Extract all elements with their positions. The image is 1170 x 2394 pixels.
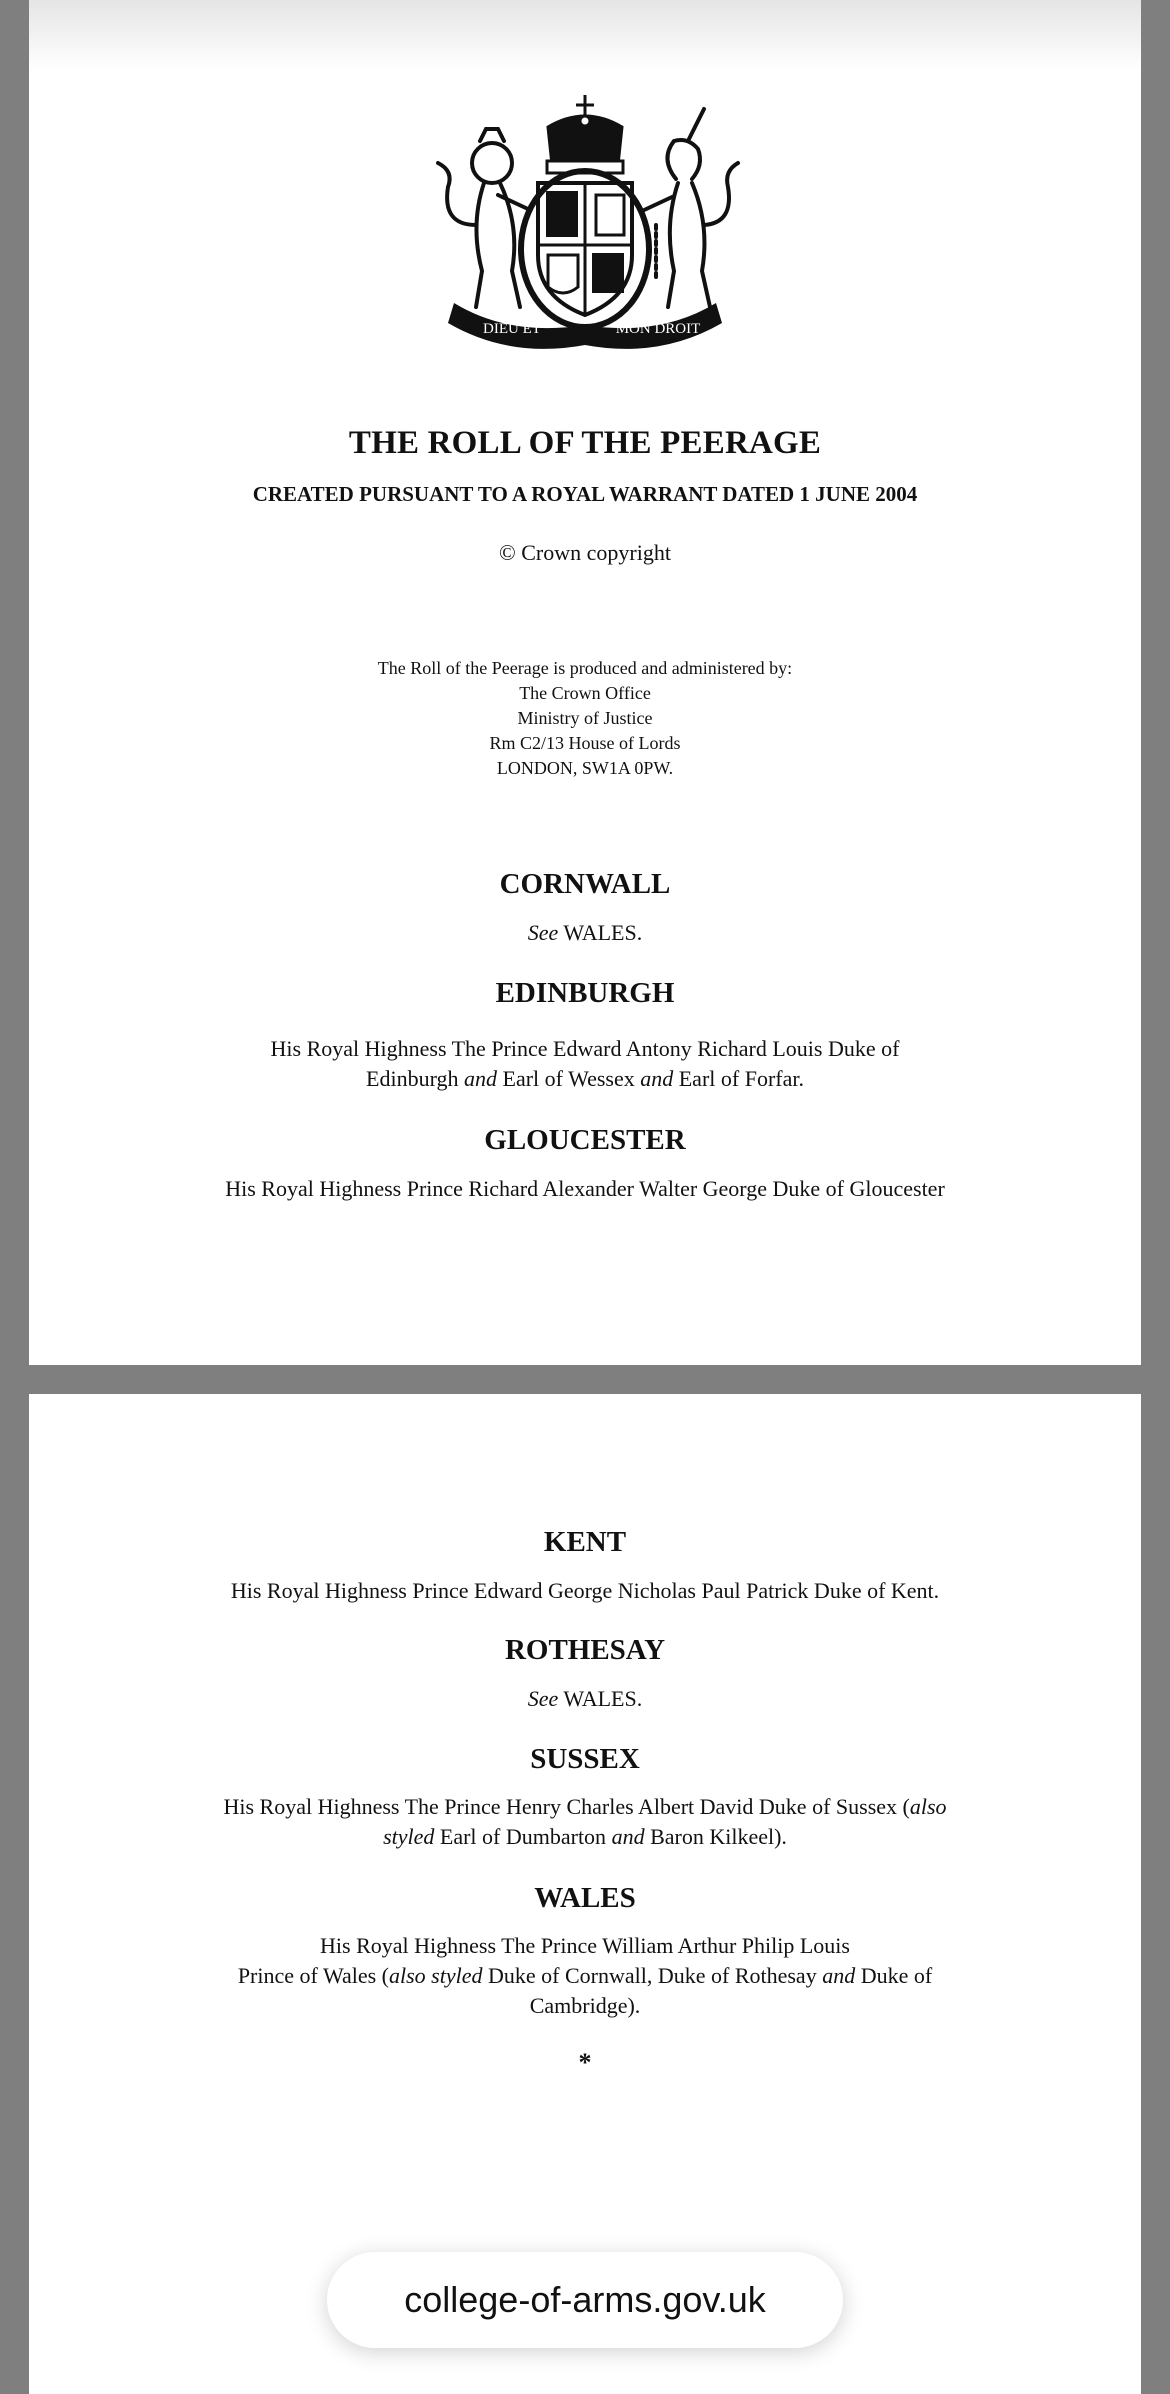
- text-edinburgh: His Royal Highness The Prince Edward Antony Richard Louis Duke of Edinburgh and Earl of Wessex and Earl of Forfar.: [270, 1036, 900, 1091]
- admin-line: The Roll of the Peerage is produced and administered by:: [377, 658, 793, 678]
- text-cornwall: See WALES.: [527, 920, 643, 945]
- heading-sussex: SUSSEX: [530, 1743, 640, 1775]
- end-mark: *: [578, 2048, 592, 2077]
- document-page-1: [29, 0, 1141, 1365]
- admin-line: Ministry of Justice: [517, 708, 653, 728]
- copyright-notice: © Crown copyright: [499, 540, 671, 565]
- text-rothesay: See WALES.: [527, 1686, 643, 1711]
- admin-line: Rm C2/13 House of Lords: [489, 733, 681, 753]
- text-sussex: His Royal Highness The Prince Henry Charles Albert David Duke of Sussex (also styled Earl of Dumbarton and Baron Kilkeel).: [223, 1794, 947, 1849]
- heading-wales: WALES: [534, 1882, 636, 1914]
- text-wales: His Royal Highness The Prince William Arthur Philip Louis Prince of Wales (also styled Duke of Cornwall, Duke of Rothesay and Duke of Cambridge).: [237, 1933, 933, 2018]
- motto-right: MON DROIT: [615, 321, 701, 337]
- admin-line: The Crown Office: [519, 683, 651, 703]
- motto-left: DIEU ET: [483, 321, 541, 337]
- text-gloucester: His Royal Highness Prince Richard Alexander Walter George Duke of Gloucester: [225, 1176, 945, 1201]
- heading-gloucester: GLOUCESTER: [484, 1124, 686, 1156]
- heading-rothesay: ROTHESAY: [504, 1634, 666, 1666]
- admin-line: LONDON, SW1A 0PW.: [496, 758, 674, 778]
- address-bar[interactable]: [327, 2252, 843, 2348]
- heading-cornwall: CORNWALL: [499, 868, 671, 900]
- url-text[interactable]: college-of-arms.gov.uk: [404, 2279, 766, 2320]
- heading-kent: KENT: [543, 1526, 627, 1558]
- heading-edinburgh: EDINBURGH: [495, 977, 675, 1009]
- top-shadow: [29, 0, 1141, 70]
- royal-coat-of-arms-icon: [420, 75, 750, 360]
- page-subtitle: CREATED PURSUANT TO A ROYAL WARRANT DATED 1 JUNE 2004: [252, 482, 918, 506]
- administration-block: [29, 656, 1141, 781]
- document-page-2: [29, 1394, 1141, 2394]
- text-kent: His Royal Highness Prince Edward George Nicholas Paul Patrick Duke of Kent.: [230, 1578, 940, 1603]
- page-title: THE ROLL OF THE PEERAGE: [348, 425, 822, 461]
